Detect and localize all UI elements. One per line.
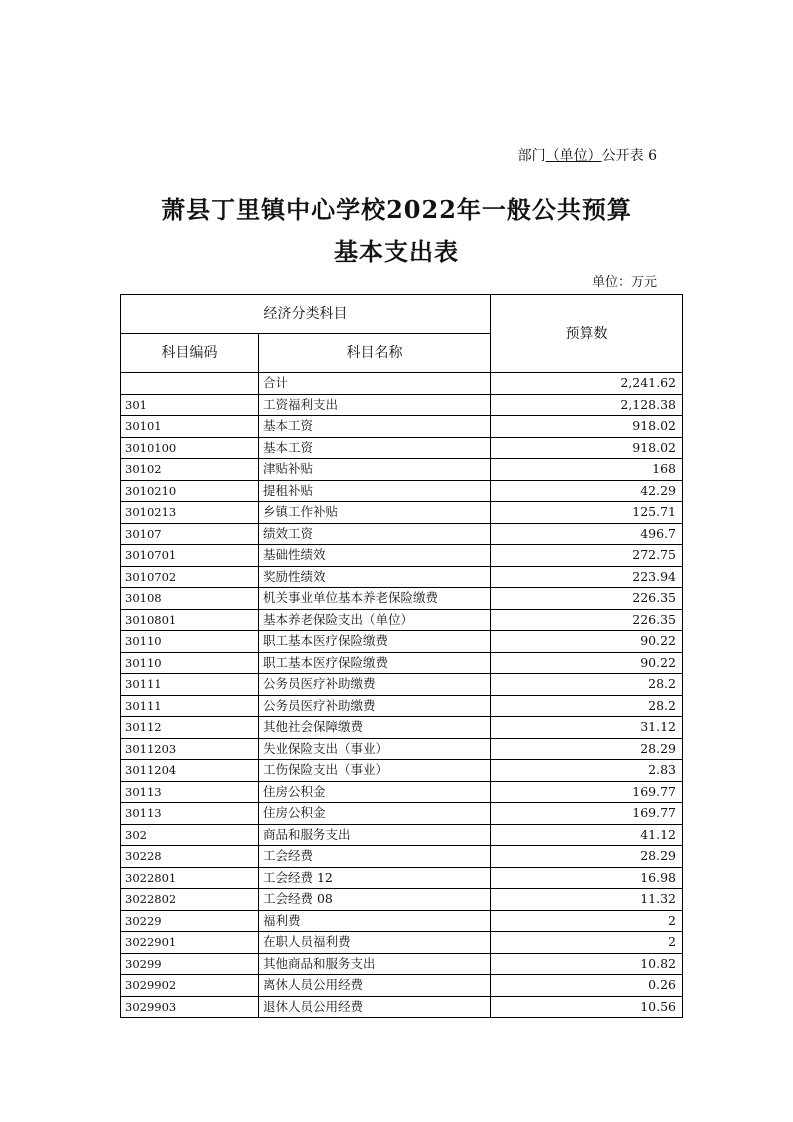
amount-cell: 226.35 — [491, 609, 683, 631]
form-number-unit: （单位） — [545, 148, 602, 164]
code-cell: 3010701 — [121, 545, 259, 567]
code-cell: 3010100 — [121, 437, 259, 459]
name-cell: 其他商品和服务支出 — [259, 953, 491, 975]
amount-cell: 2,241.62 — [491, 373, 683, 395]
amount-cell: 169.77 — [491, 781, 683, 803]
code-cell: 30299 — [121, 953, 259, 975]
code-cell: 30113 — [121, 803, 259, 825]
code-cell: 3010801 — [121, 609, 259, 631]
table-row — [121, 652, 683, 674]
amount-cell: 42.29 — [491, 480, 683, 502]
name-cell: 工资福利支出 — [259, 394, 491, 416]
amount-cell: 125.71 — [491, 502, 683, 524]
amount-cell: 169.77 — [491, 803, 683, 825]
name-cell: 住房公积金 — [259, 803, 491, 825]
amount-cell: 918.02 — [491, 437, 683, 459]
name-cell: 公务员医疗补助缴费 — [259, 695, 491, 717]
table-row — [121, 760, 683, 782]
amount-cell: 11.32 — [491, 889, 683, 911]
amount-cell: 168 — [491, 459, 683, 481]
amount-cell: 2 — [491, 932, 683, 954]
amount-cell: 41.12 — [491, 824, 683, 846]
table-row — [121, 416, 683, 438]
code-cell: 30101 — [121, 416, 259, 438]
table-row — [121, 803, 683, 825]
name-cell: 基本工资 — [259, 437, 491, 459]
name-cell: 工会经费 12 — [259, 867, 491, 889]
name-cell: 在职人员福利费 — [259, 932, 491, 954]
name-header: 科目名称 — [259, 334, 491, 373]
table-row — [121, 975, 683, 997]
amount-cell: 223.94 — [491, 566, 683, 588]
amount-cell: 16.98 — [491, 867, 683, 889]
name-cell: 离休人员公用经费 — [259, 975, 491, 997]
table-row — [121, 932, 683, 954]
code-cell: 30110 — [121, 631, 259, 653]
table-row — [121, 394, 683, 416]
form-number-suffix: 公开表 6 — [601, 148, 657, 164]
code-cell: 3022802 — [121, 889, 259, 911]
code-cell: 3011203 — [121, 738, 259, 760]
name-cell: 基础性绩效 — [259, 545, 491, 567]
budget-table — [120, 294, 683, 1018]
table-row — [121, 373, 683, 395]
code-cell: 3029903 — [121, 996, 259, 1018]
code-cell: 30107 — [121, 523, 259, 545]
table-row — [121, 480, 683, 502]
table-row — [121, 695, 683, 717]
code-cell: 30111 — [121, 674, 259, 696]
amount-cell: 2 — [491, 910, 683, 932]
name-cell: 职工基本医疗保险缴费 — [259, 652, 491, 674]
name-cell: 机关事业单位基本养老保险缴费 — [259, 588, 491, 610]
name-cell: 基本养老保险支出（单位） — [259, 609, 491, 631]
code-cell: 301 — [121, 394, 259, 416]
table-row — [121, 846, 683, 868]
name-cell: 提租补贴 — [259, 480, 491, 502]
table-row — [121, 824, 683, 846]
name-cell: 合计 — [259, 373, 491, 395]
name-cell: 绩效工资 — [259, 523, 491, 545]
table-row — [121, 631, 683, 653]
code-cell: 30228 — [121, 846, 259, 868]
code-cell: 302 — [121, 824, 259, 846]
name-cell: 奖励性绩效 — [259, 566, 491, 588]
table-row — [121, 609, 683, 631]
table-row — [121, 502, 683, 524]
page-title: 萧县丁里镇中心学校2022年一般公共预算 — [161, 195, 632, 224]
code-cell: 30110 — [121, 652, 259, 674]
amount-cell: 90.22 — [491, 652, 683, 674]
code-cell: 3010702 — [121, 566, 259, 588]
name-cell: 福利费 — [259, 910, 491, 932]
code-cell: 30102 — [121, 459, 259, 481]
name-cell: 乡镇工作补贴 — [259, 502, 491, 524]
amount-cell: 272.75 — [491, 545, 683, 567]
table-row — [121, 545, 683, 567]
table-row — [121, 738, 683, 760]
code-header: 科目编码 — [121, 334, 259, 373]
form-number — [518, 145, 657, 165]
amount-cell: 2,128.38 — [491, 394, 683, 416]
table-row — [121, 588, 683, 610]
name-cell: 公务员医疗补助缴费 — [259, 674, 491, 696]
amount-cell: 10.56 — [491, 996, 683, 1018]
table-row — [121, 889, 683, 911]
table-row — [121, 781, 683, 803]
code-cell: 3022901 — [121, 932, 259, 954]
amount-cell: 28.2 — [491, 674, 683, 696]
amount-cell: 226.35 — [491, 588, 683, 610]
code-cell: 30108 — [121, 588, 259, 610]
code-cell — [121, 373, 259, 395]
name-cell: 商品和服务支出 — [259, 824, 491, 846]
code-cell: 3011204 — [121, 760, 259, 782]
amount-cell: 28.29 — [491, 738, 683, 760]
amount-cell: 10.82 — [491, 953, 683, 975]
amount-cell: 0.26 — [491, 975, 683, 997]
name-cell: 失业保险支出（事业） — [259, 738, 491, 760]
table-row — [121, 867, 683, 889]
table-row — [121, 996, 683, 1018]
table-row — [121, 459, 683, 481]
amount-cell: 496.7 — [491, 523, 683, 545]
group-header: 经济分类科目 — [121, 295, 491, 334]
code-cell: 30229 — [121, 910, 259, 932]
code-cell: 30113 — [121, 781, 259, 803]
name-cell: 退休人员公用经费 — [259, 996, 491, 1018]
unit-label: 单位：万元 — [591, 275, 657, 290]
name-cell: 津贴补贴 — [259, 459, 491, 481]
amount-cell: 2.83 — [491, 760, 683, 782]
amount-cell: 918.02 — [491, 416, 683, 438]
name-cell: 工会经费 08 — [259, 889, 491, 911]
table-row — [121, 437, 683, 459]
amount-cell: 28.2 — [491, 695, 683, 717]
code-cell: 3029902 — [121, 975, 259, 997]
code-cell: 30111 — [121, 695, 259, 717]
code-cell: 30112 — [121, 717, 259, 739]
name-cell: 其他社会保障缴费 — [259, 717, 491, 739]
table-row — [121, 953, 683, 975]
table-row — [121, 674, 683, 696]
amount-cell: 90.22 — [491, 631, 683, 653]
name-cell: 职工基本医疗保险缴费 — [259, 631, 491, 653]
page-subtitle: 基本支出表 — [334, 237, 459, 266]
table-header-row — [121, 295, 683, 334]
table-row — [121, 566, 683, 588]
form-number-prefix: 部门 — [517, 148, 546, 164]
code-cell: 3010213 — [121, 502, 259, 524]
code-cell: 3010210 — [121, 480, 259, 502]
name-cell: 基本工资 — [259, 416, 491, 438]
table-row — [121, 717, 683, 739]
code-cell: 3022801 — [121, 867, 259, 889]
budget-header: 预算数 — [491, 295, 683, 373]
amount-cell: 28.29 — [491, 846, 683, 868]
table-row — [121, 523, 683, 545]
name-cell: 工伤保险支出（事业） — [259, 760, 491, 782]
amount-cell: 31.12 — [491, 717, 683, 739]
name-cell: 工会经费 — [259, 846, 491, 868]
name-cell: 住房公积金 — [259, 781, 491, 803]
table-row — [121, 910, 683, 932]
